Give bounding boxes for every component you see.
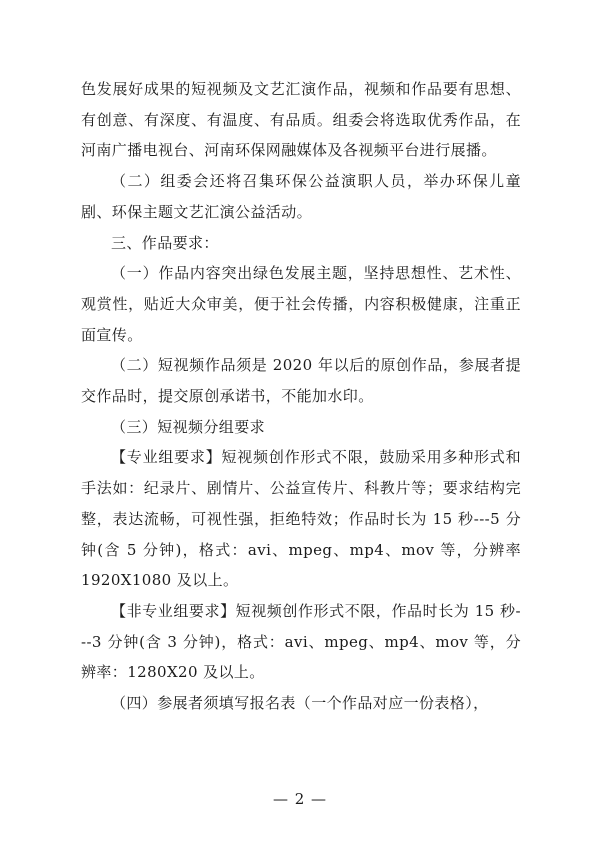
section-heading-requirements: 三、作品要求： [111, 233, 219, 252]
page-number: — 2 — [272, 790, 328, 808]
paragraph-item-2-originality: （二）短视频作品须是 2020 年以后的原创作品，参展者提交作品时，提交原创承诺书，不能加水印。 [81, 356, 521, 406]
paragraph-nonprofessional-group: 【非专业组要求】短视频创作形式不限，作品时长为 15 秒---3 分钟(含 3 分钟)，格式：avi、mpeg、mp4、mov 等，分辨率：1280X20 及以上。 [81, 601, 521, 682]
paragraph-professional-group: 【专业组要求】短视频创作形式不限，鼓励采用多种形式和手法如：纪录片、剧情片、公益宣传片、科教片等；要求结构完整，表达流畅，可视性强，拒绝特效；作品时长为 15 秒---5 分钟(含 5 分钟)，格式：avi、mpeg、mp4、mov 等，分辨率 1920X1080 及以上。 [81, 448, 521, 590]
paragraph-continuation: 色发展好成果的短视频及文艺汇演作品，视频和作品要有思想、有创意、有深度、有温度、有品质。组委会将选取优秀作品，在河南广播电视台、河南环保网融媒体及各视频平台进行展播。 [81, 80, 521, 160]
paragraph-item-2-performers: （二）组委会还将召集环保公益演职人员，举办环保儿童剧、环保主题文艺汇演公益活动。 [81, 172, 521, 221]
paragraph-item-3-groups: （三）短视频分组要求 [111, 417, 266, 436]
paragraph-item-1-content: （一）作品内容突出绿色发展主题，坚持思想性、艺术性、观赏性，贴近大众审美，便于社会传播，内容积极健康，注重正面宣传。 [81, 264, 521, 344]
paragraph-item-4-registration: （四）参展者须填写报名表（一个作品对应一份表格）， [111, 694, 489, 713]
document-body [81, 74, 521, 719]
